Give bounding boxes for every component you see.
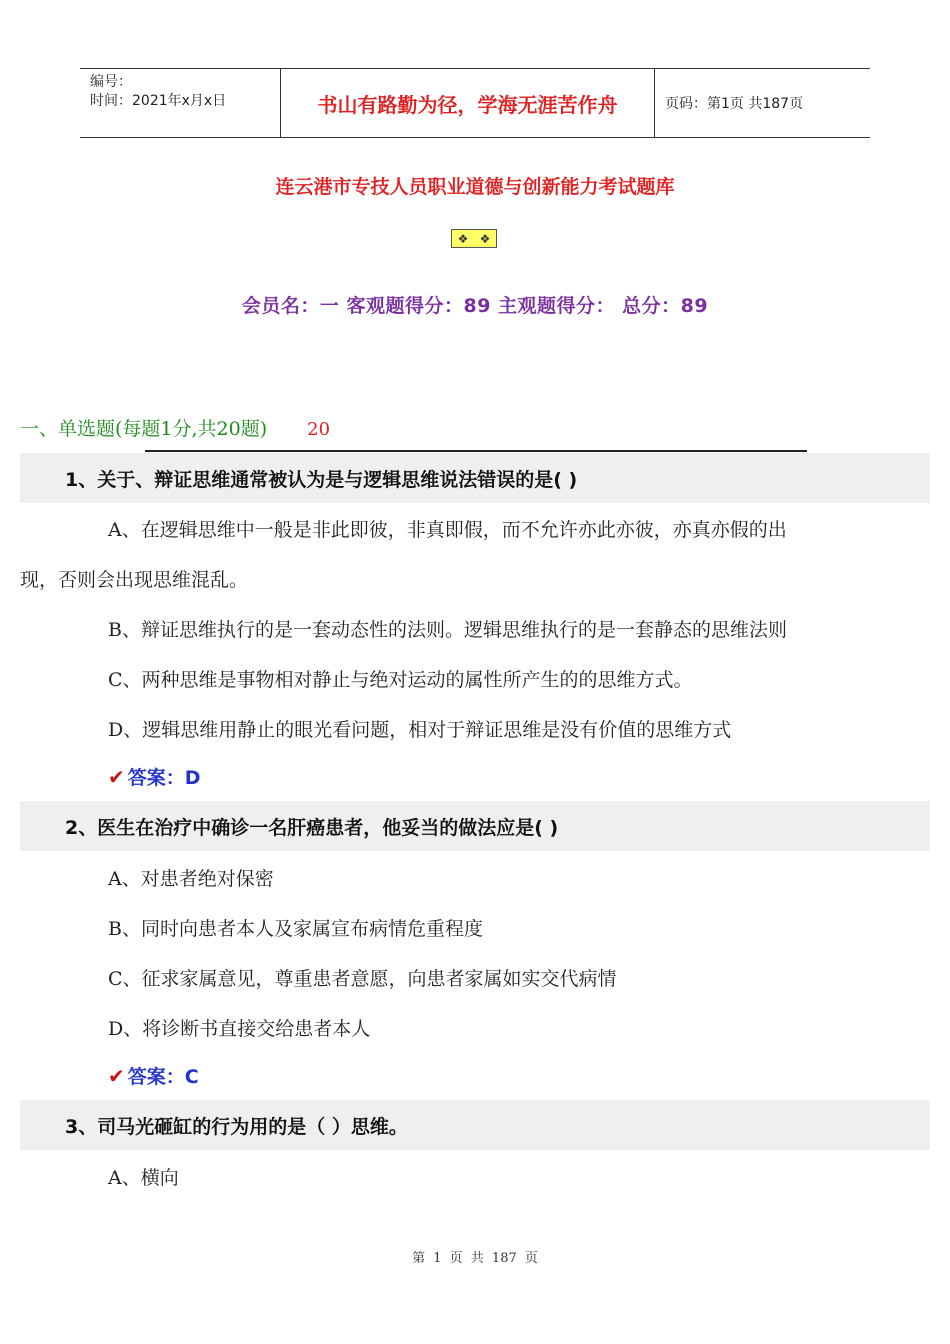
header-page-info: 页码：第1页 共187页	[665, 96, 804, 112]
checkmark-icon: ✔	[108, 764, 125, 789]
decorative-emblem-icon	[451, 229, 497, 248]
score-line: 会员名：一 客观题得分：89 主观题得分： 总分：89	[241, 295, 709, 317]
question-2-option-c: C、征求家属意见，尊重患者意愿，向患者家属如实交代病情	[108, 968, 617, 990]
question-1-option-c: C、两种思维是事物相对静止与绝对运动的属性所产生的的思维方式。	[108, 669, 693, 691]
document-title: 连云港市专技人员职业道德与创新能力考试题库	[275, 176, 675, 198]
question-2-option-b: B、同时向患者本人及家属宣布病情危重程度	[108, 918, 483, 940]
question-stem-2: 2、医生在治疗中确诊一名肝癌患者，他妥当的做法应是( )	[20, 801, 930, 851]
question-stem-3: 3、司马光砸缸的行为用的是（ ）思维。	[20, 1100, 930, 1150]
section-divider	[145, 450, 807, 452]
question-1-option-b: B、辩证思维执行的是一套动态性的法则。逻辑思维执行的是一套静态的思维法则	[108, 619, 787, 641]
answer-text: 答案：D	[127, 767, 201, 789]
question-3-option-a: A、横向	[108, 1167, 179, 1189]
answer-text: 答案：C	[127, 1066, 199, 1088]
checkmark-icon: ✔	[108, 1063, 125, 1088]
page-footer: 第 1 页 共 187 页	[412, 1251, 538, 1266]
question-stem-1: 1、关于、辩证思维通常被认为是与逻辑思维说法错误的是( )	[20, 453, 930, 503]
question-1-option-a-cont: 现，否则会出现思维混乱。	[20, 569, 249, 591]
section-count: 20	[307, 419, 331, 440]
header-meta	[80, 69, 281, 137]
section-label: 一、单选题(每题1分,共20题)	[20, 418, 268, 440]
header-time: 时间：2021年x月x日	[90, 93, 227, 109]
question-1-answer	[108, 763, 201, 790]
header-number: 编号：	[90, 74, 132, 90]
question-2-option-d: D、将诊断书直接交给患者本人	[108, 1018, 371, 1040]
question-2-answer	[108, 1062, 199, 1089]
emblem-left-icon: ❖	[457, 231, 469, 246]
question-2-option-a: A、对患者绝对保密	[108, 868, 274, 890]
question-1-option-d: D、逻辑思维用静止的眼光看问题，相对于辩证思维是没有价值的思维方式	[108, 719, 732, 741]
page-header	[80, 68, 870, 138]
section-heading	[20, 414, 330, 441]
question-1-option-a: A、在逻辑思维中一般是非此即彼，非真即假，而不允许亦此亦彼，亦真亦假的出	[108, 519, 787, 541]
header-motto: 书山有路勤为径，学海无涯苦作舟	[281, 69, 655, 137]
emblem-right-icon: ❖	[479, 231, 491, 246]
